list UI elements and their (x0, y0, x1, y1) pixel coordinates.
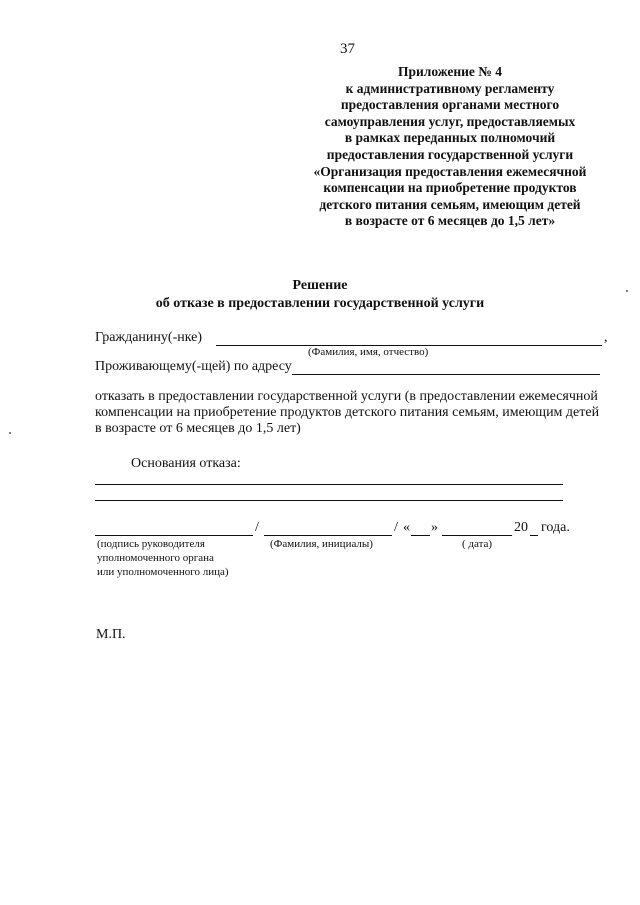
citizen-label: Гражданину(-нке) (95, 330, 203, 345)
slash-separator: / (394, 520, 398, 535)
appendix-line: предоставления органами местного (340, 97, 560, 113)
slash-separator: / (255, 520, 259, 535)
appendix-line: Приложение № 4 (398, 64, 502, 79)
appendix-line: предоставления государственной услуги (326, 146, 574, 162)
signer-hint-line: (подпись руководителя (97, 538, 205, 550)
grounds-line-2[interactable] (95, 500, 563, 501)
decision-subtitle: об отказе в предоставлении государственной услуги (155, 296, 485, 311)
quote-close: » (431, 520, 438, 535)
stamp-place: М.П. (96, 627, 126, 642)
initials-field[interactable] (264, 535, 392, 536)
refusal-text-line: компенсации на приобретение продуктов детского питания семьям, имеющим детей (95, 405, 600, 420)
appendix-line: самоуправления услуг, предоставляемых (324, 113, 576, 129)
address-label: Проживающему(-щей) по адресу (95, 359, 292, 374)
year-suffix: года. (541, 520, 570, 535)
signer-hint-line: или уполномоченного лица) (97, 566, 229, 578)
appendix-line: к административному регламенту (345, 80, 555, 96)
day-field[interactable] (411, 535, 430, 536)
date-hint: ( дата) (462, 538, 493, 550)
grounds-label: Основания отказа: (131, 456, 241, 471)
grounds-line-1[interactable] (95, 484, 563, 485)
signer-hint-line: уполномоченного органа (97, 552, 214, 564)
appendix-line: «Организация предоставления ежемесячной (313, 163, 587, 179)
appendix-line: в рамках переданных полномочий (344, 130, 556, 146)
appendix-line: в возрасте от 6 месяцев до 1,5 лет» (344, 213, 556, 229)
year-prefix: 20 (514, 520, 528, 535)
page-number: 37 (340, 41, 355, 57)
fio-hint: (Фамилия, имя, отчество) (308, 346, 429, 358)
refusal-text-line: в возрасте от 6 месяцев до 1,5 лет) (95, 421, 301, 436)
appendix-line: детского питания семьям, имеющим детей (319, 196, 581, 212)
appendix-line: компенсации на приобретение продуктов (323, 180, 577, 196)
citizen-comma: , (604, 330, 608, 345)
scan-speck (9, 432, 11, 434)
year-field[interactable] (530, 535, 538, 536)
quote-open: « (403, 520, 410, 535)
address-field[interactable] (292, 374, 600, 375)
initials-hint: (Фамилия, инициалы) (270, 538, 373, 550)
appendix-header (300, 64, 600, 230)
refusal-text-line: отказать в предоставлении государственной услуги (в предоставлении ежемесячной (95, 389, 598, 404)
decision-title: Решение (292, 278, 348, 293)
signature-field[interactable] (95, 535, 253, 536)
scan-speck (626, 290, 628, 292)
month-field[interactable] (442, 535, 512, 536)
